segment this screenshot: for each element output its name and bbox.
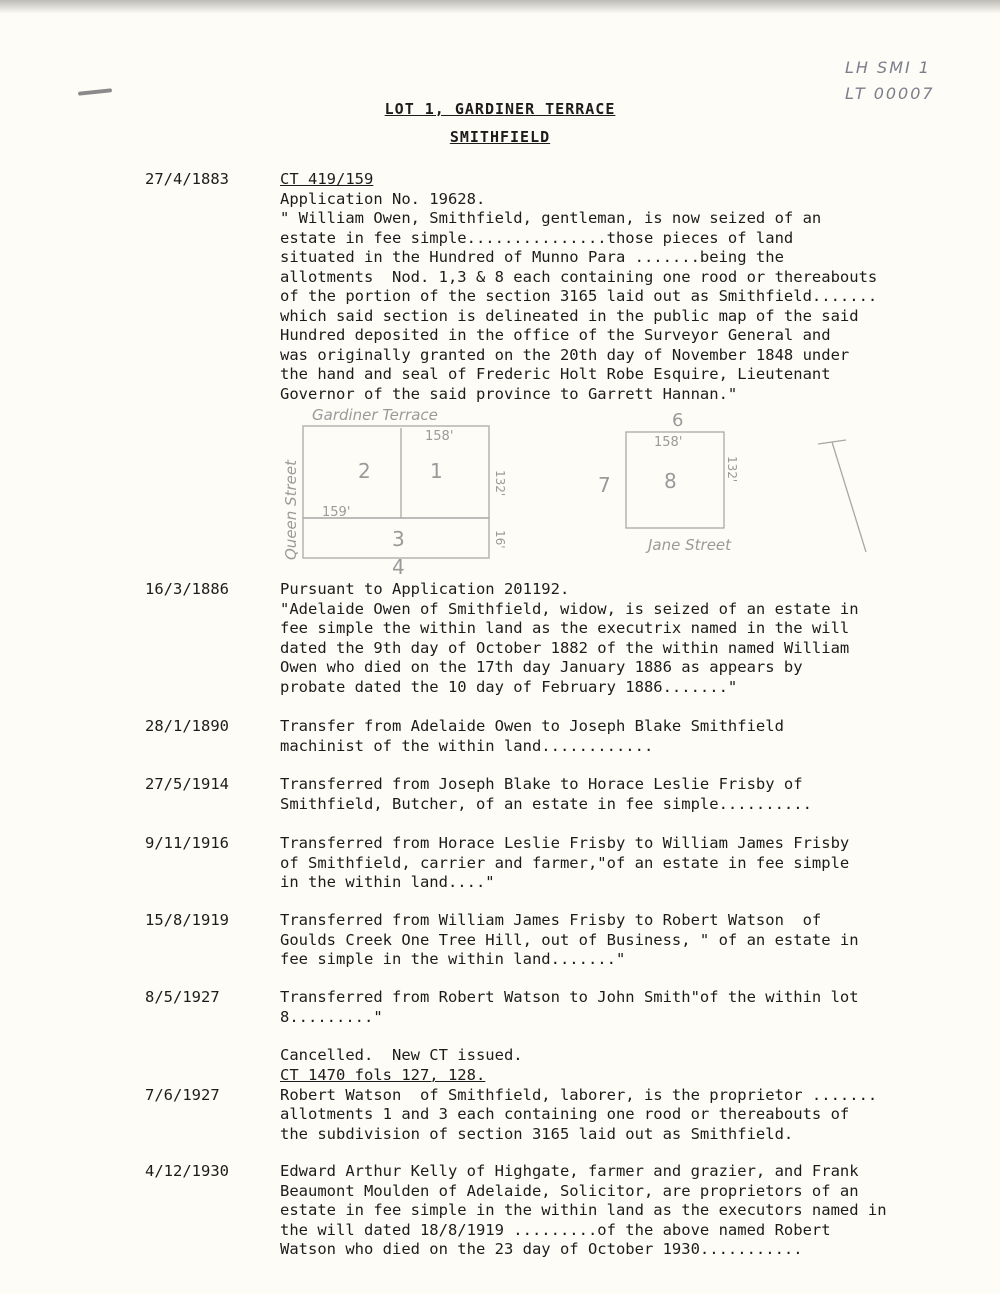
entry-text: Transferred from Joseph Blake to Horace Leslie Frisby of Smithfield, Butcher, of an estate in fee simple.......... [280,775,812,813]
entry-text: Cancelled. New CT issued. [280,1046,523,1064]
sketch-lot: 7 [598,473,611,497]
entry-date: 27/4/1883 [145,170,229,188]
entry-date: 9/11/1916 [145,834,229,852]
sketch-street-top: Gardiner Terrace [312,406,438,424]
handwritten-ref-2: LT 00007 [845,84,935,103]
sketch-dim: 132' [725,456,739,483]
sketch-lot: 3 [392,527,405,551]
entry-text: Pursuant to Application 201192. "Adelaide Owen of Smithfield, widow, is seized of an estate in fee simple the within land as the executrix named in the will dated the 9th day of October 1882 of the within named William Owen who died on the 17th day January 1886 as appears by probate dated the 10 day of February 1886......." [280,580,859,696]
handwritten-ref-1: LH SMI 1 [845,58,931,77]
sketch-dim: 158' [425,429,454,444]
entry-date: 15/8/1919 [145,911,229,929]
sketch-lot: 8 [664,469,677,493]
sketch-street-side: Queen Street [282,460,300,560]
sketch-street-bottom: Jane Street [648,536,732,554]
sketch-lot: 4 [392,555,405,579]
sketch-dim: 132' [493,470,507,497]
sketch-dim: 159' [322,505,351,520]
entry-text: Edward Arthur Kelly of Highgate, farmer and grazier, and Frank Beaumont Moulden of Adelaide, Solicitor, are proprietors of an estate in fee simple in the within land as the executors named in the will dated 18/8/1919 .........of the above named Robert Watson who died on the 23 day of October 1930........... [280,1162,887,1258]
entry-date: 8/5/1927 [145,988,220,1006]
entry-text: Transferred from Robert Watson to John Smith"of the within lot 8........." [280,988,859,1026]
page-subtitle: SMITHFIELD [449,128,551,146]
entry-text: Transfer from Adelaide Owen to Joseph Blake Smithfield machinist of the within land............ [280,717,784,755]
entry-date: 28/1/1890 [145,717,229,735]
entry-text: CT 419/159 Application No. 19628. " William Owen, Smithfield, gentleman, is now seized of an estate in fee simple...............those pieces of land situated in the Hundred of Munno Para .......being the allotments Nod. 1,3 & 8 each containing one rood or thereabouts of the portion of the section 3165 laid out as Smithfield....... which said section is delineated in the public map of the said Hundred deposited in the office of the Surveyor General and was originally granted on the 20th day of November 1848 under the hand and seal of Frederic Holt Robe Esquire, Lieutenant Governor of the said province to Garrett Hannan." [280,170,878,403]
sketch-lot: 2 [358,459,371,483]
entry-text: Transferred from Horace Leslie Frisby to William James Frisby of Smithfield, carrier and farmer,"of an estate in fee simple in the within land...." [280,834,850,891]
entry-text: Transferred from William James Frisby to Robert Watson of Goulds Creek One Tree Hill, out of Business, " of an estate in fee simple in the within land......." [280,911,859,968]
entry-date: 27/5/1914 [145,775,229,793]
entry-date: 7/6/1927 [145,1086,220,1104]
entry-date: 16/3/1886 [145,580,229,598]
entry-text: CT 1470 fols 127, 128. Robert Watson of Smithfield, laborer, is the proprietor ....... allotments 1 and 3 each containing one rood or thereabouts of the subdivision of section 3165 laid out as Smithfield. [280,1066,878,1143]
page-title: LOT 1, GARDINER TERRACE [384,100,616,118]
sketch-lot: 6 [672,410,684,431]
sketch-dim: 16' [493,530,507,549]
sketch-lot: 1 [430,459,443,483]
entry-date: 4/12/1930 [145,1162,229,1180]
sketch-dim: 158' [654,435,683,450]
